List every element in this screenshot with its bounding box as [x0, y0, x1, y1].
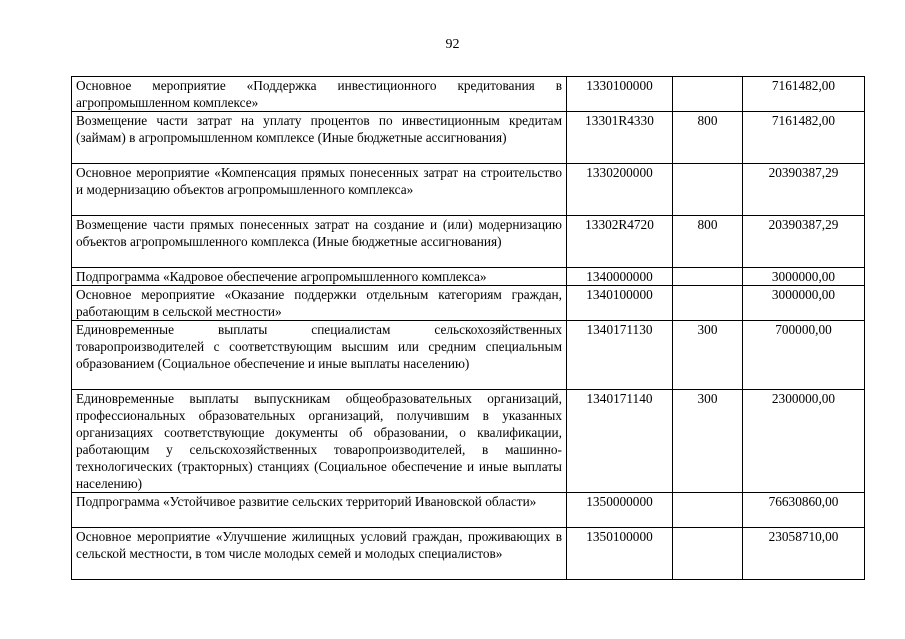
row-type-cell: [673, 164, 743, 216]
row-sum-cell: 3000000,00: [743, 268, 865, 286]
row-code-cell: 1340171130: [567, 321, 673, 390]
row-name-cell: Единовременные выплаты выпускникам общеобразовательных организаций, профессиональных образовательных организаций, получившим в указанных организациях соответствующие документы об образовании, о квалификации, работающим у сельскохозяйственных товаропроизводителей, в машинно-технологических (тракторных) станциях (Социальное обеспечение и иные выплаты населению): [72, 390, 567, 493]
table-row: [72, 286, 865, 321]
row-type-cell: 800: [673, 216, 743, 268]
row-code-cell: 13302R4720: [567, 216, 673, 268]
table-row: [72, 528, 865, 580]
row-sum-cell: 3000000,00: [743, 286, 865, 321]
row-sum-cell: 20390387,29: [743, 216, 865, 268]
row-sum-cell: 7161482,00: [743, 112, 865, 164]
row-code-cell: 1350000000: [567, 493, 673, 528]
row-name-cell: Возмещение части прямых понесенных затрат на создание и (или) модернизацию объектов агропромышленного комплекса (Иные бюджетные ассигнования): [72, 216, 567, 268]
table-row: [72, 493, 865, 528]
row-code-cell: 1350100000: [567, 528, 673, 580]
row-type-cell: [673, 286, 743, 321]
row-name-cell: Возмещение части затрат на уплату процентов по инвестиционным кредитам (займам) в агропромышленном комплексе (Иные бюджетные ассигнования): [72, 112, 567, 164]
row-type-cell: 800: [673, 112, 743, 164]
row-sum-cell: 700000,00: [743, 321, 865, 390]
row-sum-cell: 2300000,00: [743, 390, 865, 493]
row-code-cell: 1340000000: [567, 268, 673, 286]
budget-table: [71, 76, 865, 580]
table-row: [72, 321, 865, 390]
row-type-cell: [673, 493, 743, 528]
table-row: [72, 390, 865, 493]
row-code-cell: 1340100000: [567, 286, 673, 321]
page-number: 92: [445, 37, 460, 52]
row-name-cell: Подпрограмма «Кадровое обеспечение агропромышленного комплекса»: [72, 268, 567, 286]
budget-table-body: [72, 77, 865, 580]
row-type-cell: 300: [673, 321, 743, 390]
row-code-cell: 1330100000: [567, 77, 673, 112]
table-row: [72, 164, 865, 216]
table-row: [72, 77, 865, 112]
table-row: [72, 268, 865, 286]
row-sum-cell: 20390387,29: [743, 164, 865, 216]
row-name-cell: Основное мероприятие «Улучшение жилищных условий граждан, проживающих в сельской местности, в том числе молодых семей и молодых специалистов»: [72, 528, 567, 580]
row-type-cell: 300: [673, 390, 743, 493]
row-code-cell: 1330200000: [567, 164, 673, 216]
row-name-cell: Основное мероприятие «Компенсация прямых понесенных затрат на строительство и модернизацию объектов агропромышленного комплекса»: [72, 164, 567, 216]
row-name-cell: Основное мероприятие «Оказание поддержки отдельным категориям граждан, работающим в сельской местности»: [72, 286, 567, 321]
row-type-cell: [673, 268, 743, 286]
row-name-cell: Подпрограмма «Устойчивое развитие сельских территорий Ивановской области»: [72, 493, 567, 528]
row-sum-cell: 76630860,00: [743, 493, 865, 528]
row-code-cell: 13301R4330: [567, 112, 673, 164]
row-name-cell: Основное мероприятие «Поддержка инвестиционного кредитования в агропромышленном комплексе»: [72, 77, 567, 112]
row-type-cell: [673, 77, 743, 112]
row-sum-cell: 7161482,00: [743, 77, 865, 112]
row-name-cell: Единовременные выплаты специалистам сельскохозяйственных товаропроизводителей с соответствующим высшим или средним специальным образованием (Социальное обеспечение и иные выплаты населению): [72, 321, 567, 390]
row-sum-cell: 23058710,00: [743, 528, 865, 580]
table-row: [72, 216, 865, 268]
table-row: [72, 112, 865, 164]
row-code-cell: 1340171140: [567, 390, 673, 493]
row-type-cell: [673, 528, 743, 580]
